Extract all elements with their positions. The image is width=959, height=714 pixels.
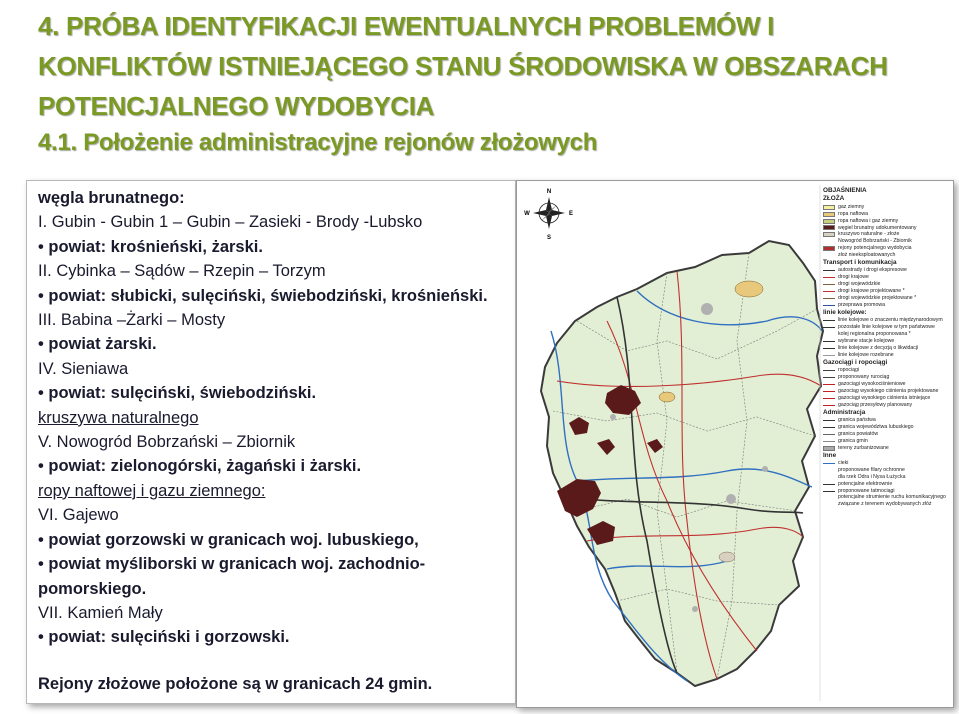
legend-line-swatch <box>823 427 835 428</box>
legend-item <box>823 345 951 352</box>
compass-north-label: N <box>546 189 552 195</box>
legend-line-swatch <box>823 441 835 442</box>
legend-item-label: wybrane stacje kolejowe <box>838 338 895 345</box>
legend-line-swatch <box>823 348 835 349</box>
legend-line-swatch <box>823 298 835 299</box>
legend-swatch <box>823 246 835 251</box>
legend-item-label: związane z terenem wydobywanych złóż <box>838 501 932 508</box>
legend-line-swatch <box>823 377 835 378</box>
legend-item-label: granica województwa lubuskiego <box>838 423 914 430</box>
legend-item-label: proponowane filary ochronne <box>838 466 905 473</box>
list-item: kruszywa naturalnego <box>38 408 199 427</box>
legend-line-swatch <box>823 327 835 328</box>
legend-item <box>823 204 951 211</box>
region-outline <box>541 241 823 686</box>
legend-item-label: granica powiatów <box>838 430 879 437</box>
legend-item-label: tereny zurbanizowane <box>838 444 889 451</box>
legend-blank-swatch <box>823 334 835 335</box>
legend-item <box>823 494 951 501</box>
legend-line-swatch <box>823 341 835 342</box>
legend-item-label: ropa naftowa <box>838 210 868 217</box>
legend-swatch <box>823 212 835 217</box>
list-item: I. Gubin - Gubin 1 – Gubin – Zasieki - Brody -Lubsko <box>38 213 423 232</box>
legend-section-header: Inne <box>823 451 837 459</box>
legend-swatch <box>823 225 835 230</box>
legend-item-label: rejony potencjalnego wydobycia <box>838 245 912 252</box>
legend-item <box>823 274 951 281</box>
legend-item <box>823 381 951 388</box>
compass-west-label: W <box>524 211 530 217</box>
legend-item-label: drogi krajowe <box>838 274 869 281</box>
map-legend <box>823 187 951 508</box>
legend-body <box>823 195 951 508</box>
legend-item <box>823 231 951 238</box>
legend-item <box>823 374 951 381</box>
legend-line-swatch <box>823 284 835 285</box>
legend-item-label: granica państwa <box>838 417 876 423</box>
legend-line-swatch <box>823 355 835 356</box>
legend-blank-swatch <box>823 470 835 471</box>
legend-item-label: złoż nieeksploatowanych <box>838 252 896 259</box>
legend-item-label: ropociągi <box>838 367 860 374</box>
legend-item-label: proponowany rurociąg <box>838 374 890 381</box>
list-item: V. Nowogród Bobrzański – Zbiornik <box>38 433 296 452</box>
legend-item-label: gazociągi wysokociśnieniowe <box>838 380 906 387</box>
legend-line-swatch <box>823 420 835 421</box>
legend-line-swatch <box>823 491 835 492</box>
legend-item <box>823 302 951 309</box>
section-subtitle: 4.1. Położenie administracyjne rejonów złożowych <box>38 129 598 156</box>
legend-title: OBJAŚNIENIA <box>823 187 867 194</box>
compass-rose-icon <box>524 189 573 241</box>
legend-item <box>823 431 951 438</box>
legend-item-label: przeprawa promowa <box>838 302 885 308</box>
legend-item <box>823 317 951 324</box>
legend-item <box>823 238 951 245</box>
legend-item <box>823 488 951 495</box>
legend-item-label: granica gmin <box>838 437 868 444</box>
legend-section-header: Gazociągi i ropociągi <box>823 358 888 366</box>
legend-section-header: Transport i komunikacja <box>823 259 897 267</box>
legend-blank-swatch <box>823 497 835 498</box>
legend-item-label: potencjalne elektrownie <box>838 480 893 487</box>
legend-item-label: węgiel brunatny udokumentowany <box>838 224 917 231</box>
list-item: • powiat: sulęciński, świebodziński. <box>38 384 317 403</box>
list-item: węgla brunatnego: <box>38 189 185 207</box>
legend-item <box>823 501 951 508</box>
list-item: • powiat: słubicki, sulęciński, świebodziński, krośnieński. <box>38 286 488 305</box>
legend-item-label: kolej regionalna proponowana * <box>838 331 911 338</box>
legend-item <box>823 481 951 488</box>
list-item: • powiat gorzowski w granicach woj. lubuskiego, <box>38 530 419 549</box>
list-item: III. Babina –Żarki – Mosty <box>38 311 226 330</box>
legend-line-swatch <box>823 434 835 435</box>
legend-section-header: ZŁOŻA <box>823 195 845 203</box>
list-item: • powiat: krośnieński, żarski. <box>38 237 263 256</box>
legend-item <box>823 417 951 424</box>
legend-line-swatch <box>823 320 835 321</box>
legend-swatch <box>823 205 835 210</box>
legend-item-label: pozostałe linie kolejowe w tym państwowe <box>838 324 935 331</box>
legend-blank-swatch <box>823 255 835 256</box>
legend-line-swatch <box>823 484 835 485</box>
legend-item-label: proponowane tatmociągi <box>838 487 895 494</box>
legend-item <box>823 281 951 288</box>
legend-item-label: linie kolejowe z decyzją o likwidacji <box>838 344 919 351</box>
list-item: • powiat myśliborski w granicach woj. zachodnio- <box>38 555 426 574</box>
legend-line-swatch <box>823 463 835 464</box>
legend-item <box>823 438 951 445</box>
legend-item-label: linie kolejowe o znaczeniu międzynarodowym <box>838 317 943 324</box>
legend-line-swatch <box>823 384 835 385</box>
legend-item <box>823 211 951 218</box>
list-item: ropy naftowej i gazu ziemnego: <box>38 481 266 500</box>
list-item: • powiat żarski. <box>38 335 157 354</box>
legend-item <box>823 295 951 302</box>
legend-item-label: Nowogród Bobrzański - Zbiornik <box>838 238 912 245</box>
legend-swatch <box>823 446 835 451</box>
legend-item-label: cieki <box>838 459 849 466</box>
legend-blank-swatch <box>823 477 835 478</box>
list-item: pomorskiego. <box>38 579 147 598</box>
legend-line-swatch <box>823 391 835 392</box>
legend-item <box>823 367 951 374</box>
legend-item <box>823 474 951 481</box>
legend-item-label: potencjalne strumienie ruchu komunikacyjnego <box>838 494 946 501</box>
page-title: 4. PRÓBA IDENTYFIKACJI EWENTUALNYCH PROBLEMÓW I KONFLIKTÓW ISTNIEJĄCEGO STANU ŚRODOWISKA W OBSZARACH POTENCJALNEGO WYDOBYCIA <box>38 11 888 121</box>
legend-item <box>823 252 951 259</box>
legend-item <box>823 402 951 409</box>
summary-footer: Rejony złożowe położone są w granicach 24 gmin. <box>38 675 433 693</box>
legend-item <box>823 225 951 232</box>
legend-line-swatch <box>823 398 835 399</box>
legend-blank-swatch <box>823 504 835 505</box>
aggregate-areas <box>719 552 735 562</box>
legend-section-header: Administracja <box>823 408 866 416</box>
compass-south-label: S <box>546 235 552 241</box>
compass-east-label: E <box>568 211 574 217</box>
list-item: • powiat: sulęciński i gorzowski. <box>38 628 290 647</box>
legend-item <box>823 245 951 252</box>
legend-item-label: gazociągi wysokiego ciśnienia istniejące <box>838 394 931 401</box>
legend-item-label: autostrady i drogi ekspresowe <box>838 267 907 274</box>
legend-item-label: drogi wojewódzkie projektowane * <box>838 295 917 302</box>
legend-item <box>823 424 951 431</box>
list-item: II. Cybinka – Sądów – Rzepin – Torzym <box>38 262 326 281</box>
legend-line-swatch <box>823 277 835 278</box>
legend-item <box>823 460 951 467</box>
legend-line-swatch <box>823 270 835 271</box>
map-panel <box>516 180 954 708</box>
legend-item-label: drogi wojewódzkie <box>838 281 881 288</box>
legend-line-swatch <box>823 405 835 406</box>
legend-item-label: ropa naftowa i gaz ziemny <box>838 217 899 224</box>
legend-item-label: drogi krajowe projektowane * <box>838 288 905 295</box>
legend-item-label: gaz ziemny <box>838 203 865 210</box>
legend-item-label: linie kolejowe rozebrane <box>838 351 894 358</box>
legend-section-header: linie kolejowe: <box>823 308 867 316</box>
legend-item <box>823 352 951 359</box>
list-item: IV. Sieniawa <box>38 359 129 378</box>
legend-item <box>823 331 951 338</box>
legend-item-label: gazociąg wysokiego ciśnienia projektowane <box>838 387 939 394</box>
legend-item-label: dla rzek Odra i Nysa Łużycka <box>838 473 906 480</box>
legend-line-swatch <box>823 370 835 371</box>
legend-swatch <box>823 232 835 237</box>
legend-item <box>823 288 951 295</box>
legend-item-label: kruszywo naturalne - złoże <box>838 231 900 238</box>
legend-item <box>823 338 951 345</box>
list-item: VII. Kamień Mały <box>38 603 163 622</box>
legend-item <box>823 267 951 274</box>
legend-item <box>823 324 951 331</box>
legend-line-swatch <box>823 305 835 306</box>
legend-item <box>823 445 951 452</box>
list-item: • powiat: zielonogórski, żagański i żarski. <box>38 457 362 476</box>
list-item: VI. Gajewo <box>38 506 119 525</box>
legend-item-label: gazociąg przesyłowy planowany <box>838 401 913 408</box>
deposit-list <box>38 186 516 650</box>
description-panel <box>26 180 516 704</box>
legend-item <box>823 388 951 395</box>
legend-line-swatch <box>823 291 835 292</box>
legend-item <box>823 218 951 225</box>
legend-blank-swatch <box>823 241 835 242</box>
legend-swatch <box>823 219 835 224</box>
legend-item <box>823 395 951 402</box>
legend-item <box>823 467 951 474</box>
